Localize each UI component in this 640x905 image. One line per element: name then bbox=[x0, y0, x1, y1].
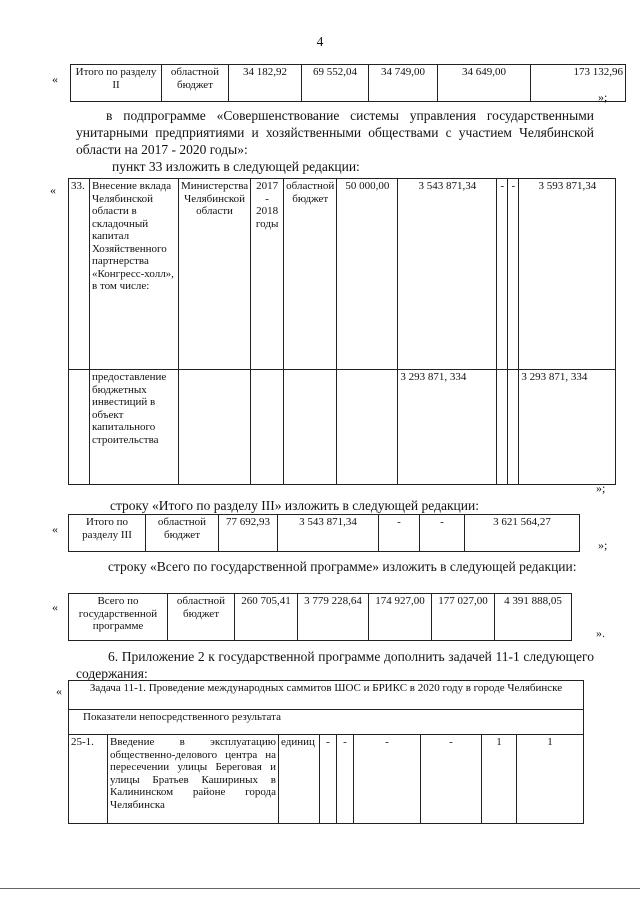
open-quote: « bbox=[50, 183, 56, 197]
total-cell: 4 391 888,05 bbox=[495, 594, 572, 641]
value-cell: - bbox=[420, 515, 465, 552]
sub-item-name: предоставление бюджетных инвестиций в объект капитального строительства bbox=[90, 370, 179, 485]
source-cell: областной бюджет bbox=[162, 65, 229, 102]
executor-cell: Министерства Челябинской области bbox=[179, 179, 251, 370]
value-cell: 174 927,00 bbox=[369, 594, 432, 641]
value-cell: - bbox=[421, 735, 482, 824]
value-cell: - bbox=[320, 735, 337, 824]
total-cell: 173 132,96 bbox=[531, 65, 626, 102]
table-item-33 bbox=[68, 178, 616, 485]
value-cell: 34 649,00 bbox=[438, 65, 531, 102]
value-cell: 1 bbox=[482, 735, 517, 824]
value-cell: - bbox=[497, 179, 508, 370]
paragraph-subprogram: в подпрограмме «Совершенствование системы управления государственными унитарными предприятиями и хозяйственными обществами с участием Челябинской области на 2017 - 2020 годы»: bbox=[76, 108, 594, 157]
table-task-11-1 bbox=[68, 680, 584, 824]
value-cell: 69 552,04 bbox=[302, 65, 369, 102]
unit-cell: единиц bbox=[279, 735, 320, 824]
close-quote: ». bbox=[596, 626, 605, 640]
item-name: Внесение вклада Челябинской области в складочный капитал Хозяйственного партнерства «Конгресс-холл», в том числе: bbox=[90, 179, 179, 370]
table-total-program bbox=[68, 593, 572, 641]
open-quote: « bbox=[56, 684, 62, 698]
value-cell: 3 543 871,34 bbox=[398, 179, 497, 370]
source-cell: областной бюджет bbox=[146, 515, 219, 552]
years-cell: 2017 - 2018 годы bbox=[251, 179, 284, 370]
row-label: Итого по разделу III bbox=[69, 515, 146, 552]
value-cell: 50 000,00 bbox=[337, 179, 398, 370]
item-number: 33. bbox=[69, 179, 90, 370]
paragraph-total-section-3: строку «Итого по разделу III» изложить в следующей редакции: bbox=[110, 498, 479, 513]
value-cell: 3 293 871, 334 bbox=[398, 370, 497, 485]
value-cell: - bbox=[337, 735, 354, 824]
close-quote: »; bbox=[598, 538, 608, 552]
value-cell: - bbox=[354, 735, 421, 824]
indicator-name: Введение в эксплуатацию общественно-делового центра на пересечении улицы Береговая и улицы Братьев Кашириных в Калининском районе города Челябинска bbox=[108, 735, 279, 824]
source-cell: областной бюджет bbox=[168, 594, 235, 641]
value-cell: 1 bbox=[517, 735, 584, 824]
page-number: 4 bbox=[316, 34, 324, 49]
open-quote: « bbox=[52, 522, 58, 536]
value-cell: 3 543 871,34 bbox=[278, 515, 379, 552]
page-bottom-rule bbox=[0, 888, 640, 889]
row-label: Итого по разделу II bbox=[71, 65, 162, 102]
total-cell: 3 621 564,27 bbox=[465, 515, 580, 552]
table-total-section-2 bbox=[70, 64, 626, 102]
value-cell: 177 027,00 bbox=[432, 594, 495, 641]
indicator-number: 25-1. bbox=[69, 735, 108, 824]
value-cell: 34 182,92 bbox=[229, 65, 302, 102]
close-quote: »; bbox=[598, 90, 608, 104]
paragraph-item-33: пункт 33 изложить в следующей редакции: bbox=[112, 159, 360, 174]
value-cell: - bbox=[379, 515, 420, 552]
indicators-header: Показатели непосредственного результата bbox=[69, 710, 584, 735]
table-total-section-3 bbox=[68, 514, 580, 552]
value-cell: 77 692,93 bbox=[219, 515, 278, 552]
source-cell: областной бюджет bbox=[284, 179, 337, 370]
total-cell: 3 593 871,34 bbox=[519, 179, 616, 370]
open-quote: « bbox=[52, 600, 58, 614]
value-cell: 3 779 228,64 bbox=[298, 594, 369, 641]
paragraph-total-program: строку «Всего по государственной программе» изложить в следующей редакции: bbox=[108, 559, 577, 574]
value-cell: 260 705,41 bbox=[235, 594, 298, 641]
value-cell: - bbox=[508, 179, 519, 370]
total-cell: 3 293 871, 334 bbox=[519, 370, 616, 485]
task-title: Задача 11-1. Проведение международных саммитов ШОС и БРИКС в 2020 году в городе Челябинске bbox=[69, 681, 584, 710]
open-quote: « bbox=[52, 72, 58, 86]
value-cell: 34 749,00 bbox=[369, 65, 438, 102]
row-label: Всего по государственной программе bbox=[69, 594, 168, 641]
paragraph-appendix-2: 6. Приложение 2 к государственной программе дополнить задачей 11-1 следующего содержания: bbox=[76, 649, 594, 681]
close-quote: »; bbox=[596, 481, 606, 495]
